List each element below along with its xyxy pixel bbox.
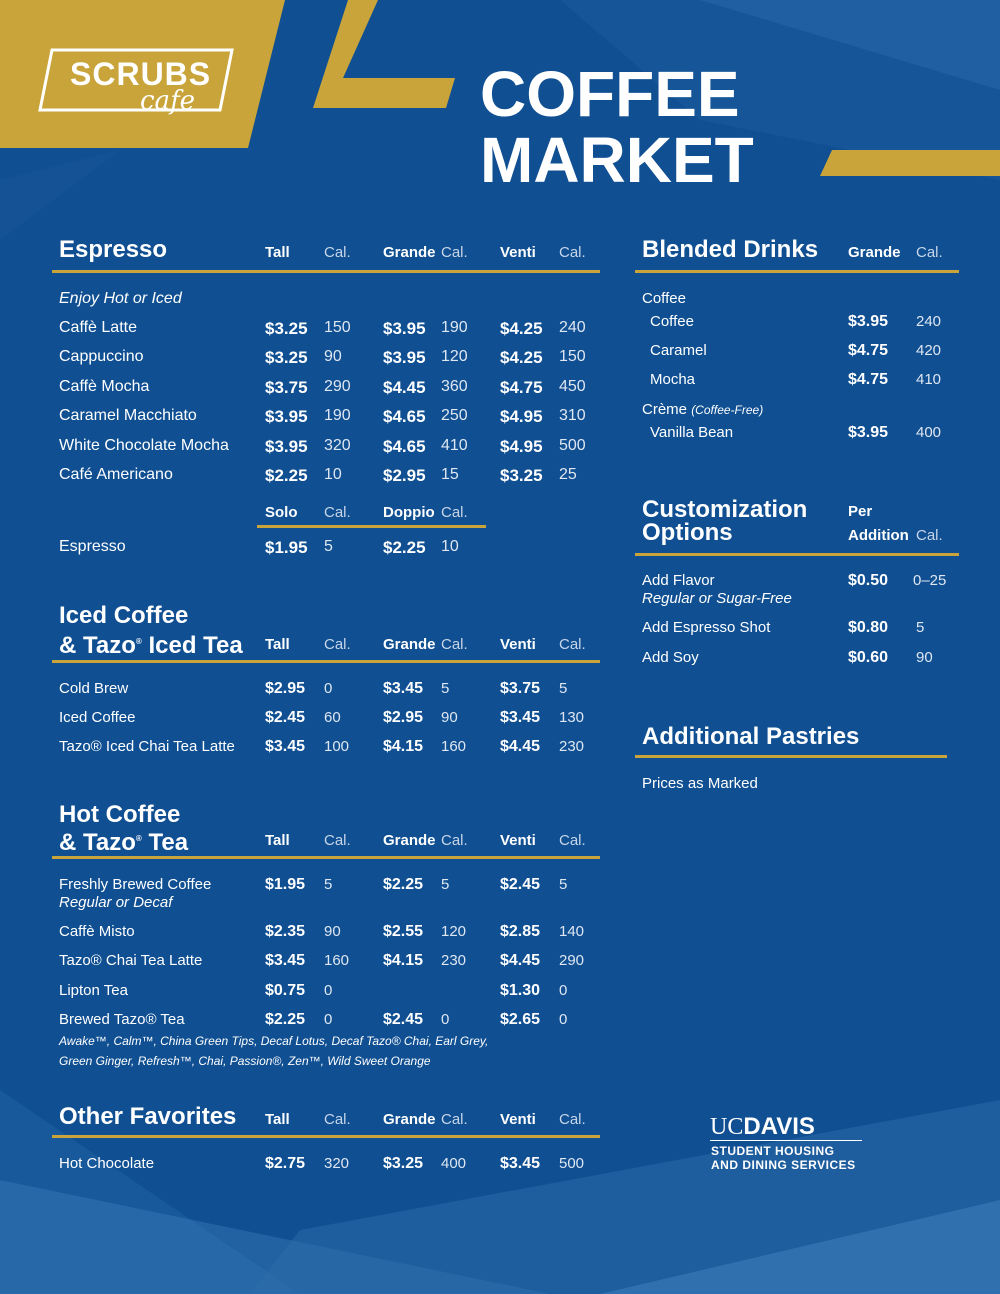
solo-cal: 5	[324, 538, 333, 555]
venti-cal: 500	[559, 437, 586, 454]
pastries-divider	[635, 755, 947, 758]
venti-price: $4.75	[500, 378, 543, 397]
hot-title-part-b: Tea	[141, 829, 189, 856]
tall-price: $2.35	[265, 923, 306, 940]
blended-title: Blended Drinks	[642, 236, 819, 263]
solo-price: $1.95	[265, 538, 308, 557]
price: $0.80	[848, 619, 889, 636]
grande-cal: 240	[916, 313, 942, 330]
doppio-price: $2.25	[383, 538, 426, 557]
grande-cal: 410	[441, 437, 468, 454]
venti-cal: 140	[559, 923, 585, 940]
venti-price: $3.45	[500, 1155, 541, 1172]
item-subnote: Regular or Decaf	[59, 894, 173, 911]
item-subnote: Regular or Sugar-Free	[642, 590, 792, 607]
espresso-note: Enjoy Hot or Iced	[59, 290, 182, 307]
venti-price: $3.75	[500, 680, 541, 697]
item-name: Vanilla Bean	[650, 424, 734, 441]
tall-price: $3.75	[265, 378, 308, 397]
tall-price: $3.95	[265, 437, 308, 456]
venti-price: $2.85	[500, 923, 541, 940]
hot-tall-cal-header: Cal.	[324, 832, 351, 849]
grande-price: $4.75	[848, 371, 889, 388]
grande-price: $4.65	[383, 437, 426, 456]
venti-cal: 130	[559, 709, 585, 726]
blended-grande-header: Grande	[848, 244, 901, 261]
doppio-cal-header: Cal.	[441, 504, 468, 521]
venti-cal: 25	[559, 466, 577, 483]
grande-cal: 420	[916, 342, 942, 359]
davis-text: DAVIS	[743, 1113, 815, 1140]
tall-price: $2.25	[265, 1011, 306, 1028]
item-name: Add Espresso Shot	[642, 619, 771, 636]
tall-cal: 0	[324, 982, 333, 999]
tall-cal: 320	[324, 437, 351, 454]
hot-venti-cal-header: Cal.	[559, 832, 586, 849]
iced-title-line1: Iced Coffee	[59, 602, 189, 629]
venti-price: $2.65	[500, 1011, 541, 1028]
tall-cal: 150	[324, 319, 351, 336]
grande-cal: 250	[441, 407, 468, 424]
custom-divider	[635, 553, 959, 556]
grande-price: $3.25	[383, 1155, 424, 1172]
pastries-title: Additional Pastries	[642, 723, 860, 750]
tall-cal: 90	[324, 923, 341, 940]
hot-title-line1: Hot Coffee	[59, 801, 181, 828]
item-name: Caffè Misto	[59, 923, 135, 940]
venti-price: $4.95	[500, 437, 543, 456]
grande-cal: 15	[441, 466, 459, 483]
creme-note: (Coffee-Free)	[691, 403, 764, 417]
venti-cal: 150	[559, 348, 586, 365]
grande-price: $2.55	[383, 923, 424, 940]
ucdavis-divider	[710, 1140, 862, 1141]
grande-price: $2.45	[383, 1011, 424, 1028]
hot-grande-header: Grande	[383, 832, 436, 849]
tea-varieties-line1: Awake™, Calm™, China Green Tips, Decaf Lotus, Decaf Tazo® Chai, Earl Grey,	[59, 1034, 489, 1048]
grande-price: $3.45	[383, 680, 424, 697]
venti-price: $1.30	[500, 982, 541, 999]
venti-price: $2.45	[500, 876, 541, 893]
item-name: Caffè Mocha	[59, 378, 150, 395]
tall-price: $2.95	[265, 680, 306, 697]
price: $0.60	[848, 649, 889, 666]
item-name: Iced Coffee	[59, 709, 136, 726]
grande-price: $4.15	[383, 738, 424, 755]
tall-price: $2.25	[265, 466, 308, 485]
grande-cal: 120	[441, 348, 468, 365]
tall-price: $3.45	[265, 738, 306, 755]
iced-venti-header: Venti	[500, 636, 536, 653]
iced-tall-cal-header: Cal.	[324, 636, 351, 653]
uc-text: UC	[710, 1114, 744, 1140]
cal: 5	[916, 619, 925, 636]
item-name: Add Soy	[642, 649, 699, 666]
iced-title-part-a: & Tazo	[59, 632, 136, 659]
tall-price: $3.25	[265, 319, 308, 338]
grande-cal: 0	[441, 1011, 450, 1028]
registered-mark: ®	[135, 637, 142, 646]
tall-cal: 160	[324, 952, 350, 969]
hot-title-line2	[59, 826, 188, 856]
cal: 90	[916, 649, 933, 666]
ucdavis-wordmark	[710, 1114, 815, 1140]
tall-price: $3.45	[265, 952, 306, 969]
tall-price: $2.75	[265, 1155, 306, 1172]
item-name: Hot Chocolate	[59, 1155, 155, 1172]
venti-price: $4.45	[500, 952, 541, 969]
item-name: Cappuccino	[59, 348, 144, 365]
item-name: Tazo® Chai Tea Latte	[59, 952, 203, 969]
espresso-tall-cal-header: Cal.	[324, 244, 351, 261]
grande-price: $4.45	[383, 378, 426, 397]
other-title: Other Favorites	[59, 1103, 237, 1130]
venti-cal: 230	[559, 738, 585, 755]
venti-price: $4.95	[500, 407, 543, 426]
page-title-line2: MARKET	[480, 124, 754, 196]
item-name: Freshly Brewed Coffee	[59, 876, 212, 893]
iced-venti-cal-header: Cal.	[559, 636, 586, 653]
grande-price: $2.95	[383, 709, 424, 726]
grande-price: $4.15	[383, 952, 424, 969]
logo-main-text: SCRUBS	[70, 56, 212, 92]
tall-cal: 100	[324, 738, 350, 755]
grande-cal: 230	[441, 952, 467, 969]
other-venti-cal-header: Cal.	[559, 1111, 586, 1128]
iced-title-part-b: Iced Tea	[141, 632, 243, 659]
other-tall-cal-header: Cal.	[324, 1111, 351, 1128]
doppio-header: Doppio	[383, 504, 435, 521]
tall-cal: 10	[324, 466, 342, 483]
cal: 0–25	[913, 572, 947, 589]
tall-cal: 5	[324, 876, 333, 893]
grande-cal: 5	[441, 876, 450, 893]
grande-price: $3.95	[383, 348, 426, 367]
grande-cal: 360	[441, 378, 468, 395]
grande-cal: 5	[441, 680, 450, 697]
item-name: Lipton Tea	[59, 982, 128, 999]
custom-title-line2: Options	[642, 519, 733, 546]
custom-addition-header: Addition	[848, 527, 909, 544]
grande-cal: 120	[441, 923, 467, 940]
logo-sub-text: cafe	[140, 86, 196, 116]
item-name: Caramel	[650, 342, 707, 359]
creme-label: Crème	[642, 401, 688, 418]
item-name: Coffee	[650, 313, 694, 330]
tall-cal: 290	[324, 378, 351, 395]
iced-tall-header: Tall	[265, 636, 290, 653]
venti-cal: 5	[559, 876, 568, 893]
venti-cal: 5	[559, 680, 568, 697]
grande-price: $2.95	[383, 466, 426, 485]
venti-cal: 0	[559, 1011, 568, 1028]
iced-grande-header: Grande	[383, 636, 436, 653]
venti-price: $4.45	[500, 738, 541, 755]
ucdavis-line2: AND DINING SERVICES	[711, 1158, 856, 1172]
other-grande-cal-header: Cal.	[441, 1111, 468, 1128]
hot-divider	[52, 856, 600, 859]
page-title-line1: COFFEE	[480, 58, 740, 130]
solo-cal-header: Cal.	[324, 504, 351, 521]
pastries-note: Prices as Marked	[642, 775, 758, 792]
registered-mark: ®	[135, 834, 142, 843]
grande-price: $3.95	[383, 319, 426, 338]
iced-divider	[52, 660, 600, 663]
other-grande-header: Grande	[383, 1111, 436, 1128]
tall-cal: 60	[324, 709, 341, 726]
grande-cal: 190	[441, 319, 468, 336]
blended-divider	[635, 270, 959, 273]
grande-price: $4.65	[383, 407, 426, 426]
solo-header: Solo	[265, 504, 298, 521]
grande-price: $3.95	[848, 424, 889, 441]
hot-venti-header: Venti	[500, 832, 536, 849]
grande-price: $4.75	[848, 342, 889, 359]
venti-price: $3.45	[500, 709, 541, 726]
espresso-divider	[52, 270, 600, 273]
item-name: Add Flavor	[642, 572, 715, 589]
venti-cal: 450	[559, 378, 586, 395]
venti-price: $4.25	[500, 348, 543, 367]
tall-cal: 190	[324, 407, 351, 424]
custom-per-header: Per	[848, 503, 873, 520]
item-name: Cold Brew	[59, 680, 129, 697]
tall-cal: 320	[324, 1155, 350, 1172]
espresso-grande-cal-header: Cal.	[441, 244, 468, 261]
tall-price: $1.95	[265, 876, 306, 893]
other-divider	[52, 1135, 600, 1138]
grande-cal: 400	[916, 424, 942, 441]
ucdavis-line1: STUDENT HOUSING	[711, 1144, 835, 1158]
blended-group-creme	[642, 401, 763, 418]
tea-varieties-line2: Green Ginger, Refresh™, Chai, Passion®, Zen™, Wild Sweet Orange	[59, 1054, 431, 1068]
grande-price: $3.95	[848, 313, 889, 330]
espresso-title: Espresso	[59, 236, 168, 263]
espresso-venti-header: Venti	[500, 244, 536, 261]
venti-price: $3.25	[500, 466, 543, 485]
hot-tall-header: Tall	[265, 832, 290, 849]
item-name: Caramel Macchiato	[59, 407, 197, 424]
shot-divider	[257, 525, 486, 528]
custom-cal-header: Cal.	[916, 527, 943, 544]
doppio-cal: 10	[441, 538, 459, 555]
espresso-tall-header: Tall	[265, 244, 290, 261]
venti-cal: 500	[559, 1155, 585, 1172]
tall-price: $3.95	[265, 407, 308, 426]
grande-cal: 400	[441, 1155, 467, 1172]
item-name: Brewed Tazo® Tea	[59, 1011, 185, 1028]
tall-cal: 90	[324, 348, 342, 365]
blended-group-coffee: Coffee	[642, 290, 686, 307]
hot-title-part-a: & Tazo	[59, 829, 136, 856]
grande-cal: 90	[441, 709, 458, 726]
item-name: Espresso	[59, 538, 126, 555]
hot-grande-cal-header: Cal.	[441, 832, 468, 849]
item-name: Café Americano	[59, 466, 173, 483]
tall-price: $0.75	[265, 982, 306, 999]
item-name: Tazo® Iced Chai Tea Latte	[59, 738, 235, 755]
venti-cal: 0	[559, 982, 568, 999]
tall-price: $2.45	[265, 709, 306, 726]
tall-cal: 0	[324, 680, 333, 697]
grande-cal: 410	[916, 371, 942, 388]
other-tall-header: Tall	[265, 1111, 290, 1128]
price: $0.50	[848, 572, 889, 589]
venti-cal: 310	[559, 407, 586, 424]
custom-title-line1: Customization	[642, 496, 808, 523]
venti-price: $4.25	[500, 319, 543, 338]
venti-cal: 290	[559, 952, 585, 969]
item-name: White Chocolate Mocha	[59, 437, 229, 454]
grande-cal: 160	[441, 738, 467, 755]
item-name: Caffè Latte	[59, 319, 137, 336]
other-venti-header: Venti	[500, 1111, 536, 1128]
espresso-grande-header: Grande	[383, 244, 436, 261]
grande-price: $2.25	[383, 876, 424, 893]
item-name: Mocha	[650, 371, 696, 388]
espresso-venti-cal-header: Cal.	[559, 244, 586, 261]
blended-cal-header: Cal.	[916, 244, 943, 261]
tall-price: $3.25	[265, 348, 308, 367]
tall-cal: 0	[324, 1011, 333, 1028]
iced-title-line2	[59, 629, 243, 659]
venti-cal: 240	[559, 319, 586, 336]
iced-grande-cal-header: Cal.	[441, 636, 468, 653]
